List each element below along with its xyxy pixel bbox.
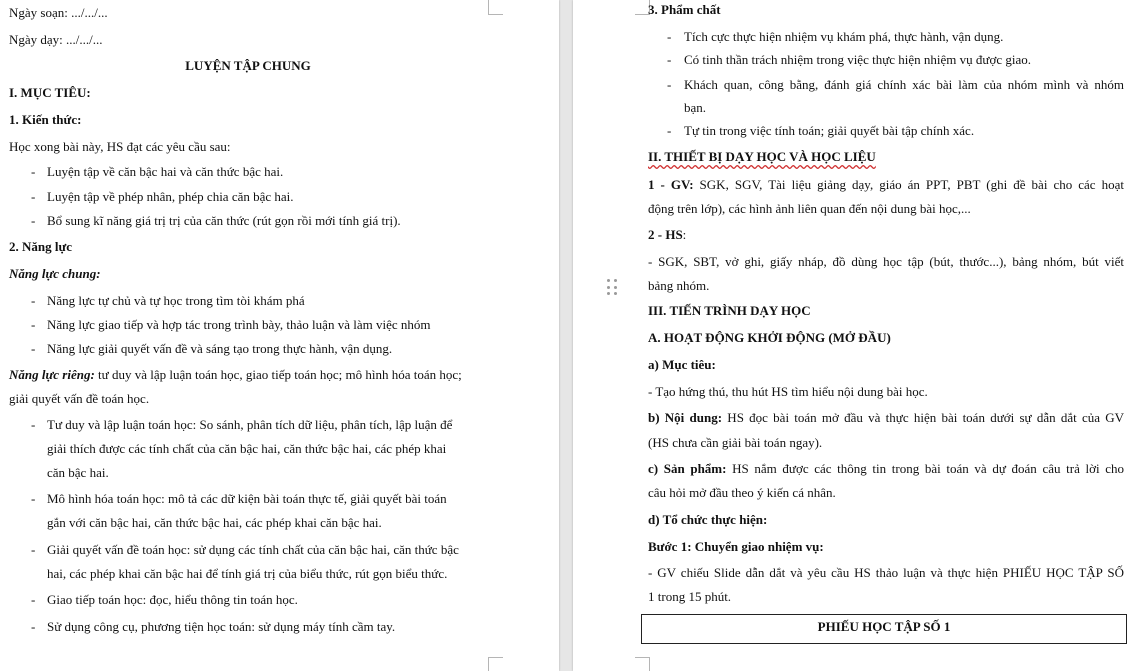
step1-text-cont[interactable]: 1 trong 15 phút. [648,589,732,604]
date-taught[interactable]: Ngày dạy: .../.../... [9,32,103,47]
bullet-dash: - [31,417,36,432]
bullet-dash: - [31,491,36,506]
bullet-dash: - [31,164,36,179]
heading-equipment[interactable] [648,149,876,165]
general-competence-item[interactable]: Năng lực giao tiếp và hợp tác trong trình bày, thảo luận và làm việc nhóm [47,317,431,332]
teacher-label: 1 - GV: [648,177,694,192]
specific-competence-item-cont[interactable]: giải thích được các tính chất của căn bậc hai, căn thức bậc hai, các phép khai [47,441,447,456]
teacher-materials-cont[interactable]: động trên lớp), các hình ảnh liên quan đến nội dung bài học,... [648,201,971,216]
teacher-materials[interactable] [648,177,1124,193]
specific-competence-item[interactable]: Tư duy và lập luận toán học: So sánh, phân tích dữ liệu, phân tích, lập luận để [47,417,453,432]
crop-mark [488,657,503,671]
bullet-dash: - [31,341,36,356]
quality-item[interactable]: Tự tin trong việc tính toán; giải quyết bài tập chính xác. [684,123,975,138]
worksheet-box[interactable] [641,614,1127,644]
specific-competence-item[interactable]: Sử dụng công cụ, phương tiện học toán: sử dụng máy tính cầm tay. [47,619,396,634]
lesson-title[interactable]: LUYỆN TẬP CHUNG [185,58,311,73]
specific-competence-text: tư duy và lập luận toán học, giao tiếp toán học; mô hình hóa toán học; [94,367,462,382]
crop-mark [635,657,650,671]
student-colon: : [682,227,687,242]
heading-warmup-activity[interactable]: A. HOẠT ĐỘNG KHỞI ĐỘNG (MỞ ĐẦU) [648,330,891,345]
specific-competence-label: Năng lực riêng: [9,367,95,382]
quality-item[interactable]: Khách quan, công bằng, đánh giá chính xác bài làm của nhóm mình và nhóm [684,77,1124,92]
quality-item-cont[interactable]: bạn. [684,100,707,115]
document-page-right [573,0,1140,671]
bullet-dash: - [31,619,36,634]
intro-text[interactable]: Học xong bài này, HS đạt các yêu cầu sau: [9,139,231,154]
quality-item[interactable]: Có tinh thần trách nhiệm trong việc thực hiện nhiệm vụ được giao. [684,52,1031,67]
teacher-materials-text: SGK, SGV, Tài liệu giảng dạy, giáo án PPT, PBT (ghi đề bài cho các hoạt [693,177,1124,192]
specific-competence-item[interactable]: Giao tiếp toán học: đọc, hiểu thông tin toán học. [47,592,298,607]
crop-mark [488,0,503,15]
bullet-dash: - [667,77,672,92]
product-text-cont[interactable]: câu hỏi mở đầu theo ý kiến cá nhân. [648,485,836,500]
content-label: b) Nội dung: [648,410,723,425]
drag-handle-icon[interactable] [607,279,619,297]
equipment-heading-text: II. THIẾT BỊ DẠY HỌC VÀ HỌC LIỆU [648,149,876,164]
student-materials[interactable]: - SGK, SBT, vở ghi, giấy nháp, đồ dùng học tập (bút, thước...), bảng nhóm, bút viết [648,254,1124,269]
product-label: c) Sản phẩm: [648,461,727,476]
heading-lesson-process[interactable]: III. TIẾN TRÌNH DẠY HỌC [648,303,811,318]
student-heading[interactable] [648,227,686,243]
content-text: HS đọc bài toán mở đầu và thực hiện bài toán dưới sự dẫn dắt của GV [722,410,1125,425]
product-text: HS nắm được các thông tin trong bài toán và dự đoán câu trả lời cho [726,461,1124,476]
specific-competence-item[interactable]: Giải quyết vấn đề toán học: sử dụng các tính chất của căn bậc hai, căn thức bậc [47,542,459,557]
general-competence-item[interactable]: Năng lực tự chủ và tự học trong tìm tòi khám phá [47,293,305,308]
heading-competence[interactable]: 2. Năng lực [9,239,73,254]
knowledge-item[interactable]: Luyện tập về căn bậc hai và căn thức bậc hai. [47,164,284,179]
bullet-dash: - [31,189,36,204]
content-text-cont[interactable]: (HS chưa cần giải bài toán ngay). [648,435,823,450]
heading-objectives[interactable]: I. MỤC TIÊU: [9,85,91,100]
knowledge-item[interactable]: Bổ sung kĩ năng giá trị trị của căn thức (rút gọn rồi mới tính giá trị). [47,213,401,228]
bullet-dash: - [667,29,672,44]
student-label: 2 - HS [648,227,683,242]
specific-competence-paragraph[interactable] [9,367,462,383]
organization-label[interactable]: d) Tổ chức thực hiện: [648,512,768,527]
objective-label[interactable]: a) Mục tiêu: [648,357,716,372]
student-materials-cont[interactable]: bảng nhóm. [648,278,710,293]
content-paragraph[interactable] [648,410,1124,426]
step1-label[interactable]: Bước 1: Chuyển giao nhiệm vụ: [648,539,824,554]
heading-qualities[interactable]: 3. Phẩm chất [648,2,721,17]
specific-competence-item-cont[interactable]: gắn với căn bậc hai, căn thức bậc hai, các phép khai căn bậc hai. [47,515,382,530]
quality-item[interactable]: Tích cực thực hiện nhiệm vụ khám phá, thực hành, vận dụng. [684,29,1004,44]
step1-text[interactable]: - GV chiếu Slide dẫn dắt và yêu cầu HS thảo luận và thực hiện PHIẾU HỌC TẬP SỐ [648,565,1124,580]
bullet-dash: - [31,542,36,557]
general-competence-item[interactable]: Năng lực giải quyết vấn đề và sáng tạo trong thực hành, vận dụng. [47,341,393,356]
product-paragraph[interactable] [648,461,1124,477]
bullet-dash: - [31,293,36,308]
bullet-dash: - [667,123,672,138]
specific-competence-item-cont[interactable]: hai, các phép khai căn bậc hai để tính giá trị của biểu thức, rút gọn biểu thức. [47,566,448,581]
specific-competence-text-cont[interactable]: giải quyết vấn đề toán học. [9,391,150,406]
specific-competence-item-cont[interactable]: căn bậc hai. [47,465,109,480]
objective-text[interactable]: - Tạo hứng thú, thu hút HS tìm hiểu nội dung bài học. [648,384,928,399]
knowledge-item[interactable]: Luyện tập về phép nhân, phép chia căn bậc hai. [47,189,294,204]
bullet-dash: - [31,213,36,228]
heading-general-competence[interactable]: Năng lực chung: [9,266,101,281]
specific-competence-item[interactable]: Mô hình hóa toán học: mô tả các dữ kiện bài toán thực tế, giải quyết bài toán [47,491,447,506]
bullet-dash: - [31,592,36,607]
bullet-dash: - [667,52,672,67]
worksheet-title: PHIẾU HỌC TẬP SỐ 1 [817,619,951,634]
bullet-dash: - [31,317,36,332]
heading-knowledge[interactable]: 1. Kiến thức: [9,112,82,127]
document-page-left [0,0,559,671]
date-prepared[interactable]: Ngày soạn: .../.../... [9,5,108,20]
